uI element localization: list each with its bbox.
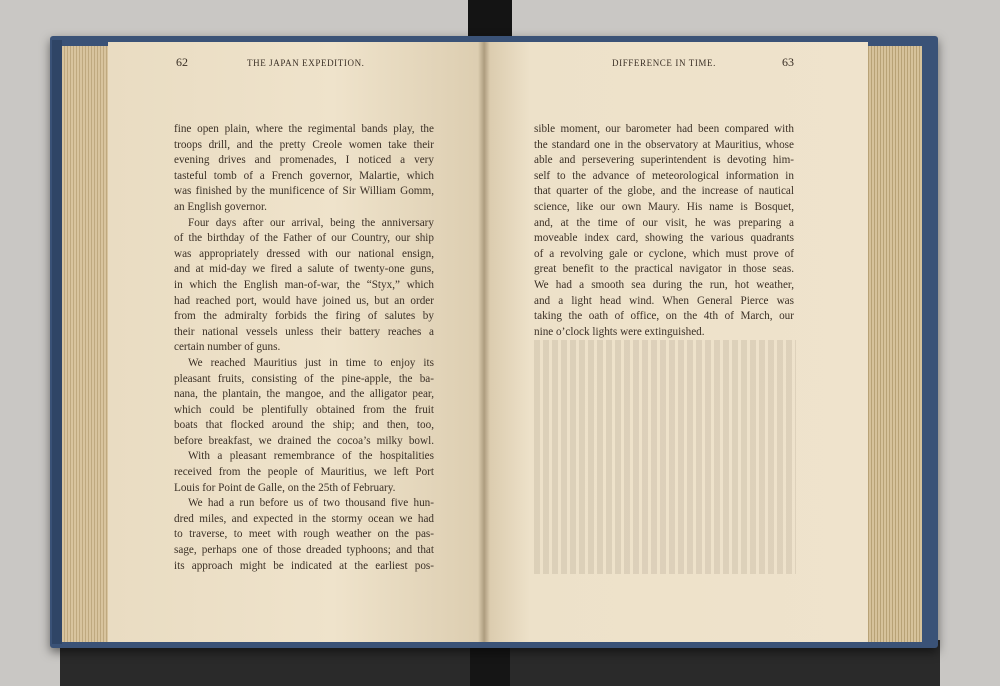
show-through-text [534, 340, 796, 574]
text-line: troops drill, and the pretty Creole women take their [174, 138, 434, 151]
text-line: the standard one in the observatory at Mauritius, whose [534, 138, 794, 151]
page-edges-right [866, 46, 922, 642]
text-line: We reached Mauritius just in time to enjoy its [188, 356, 434, 369]
right-page-number: 63 [782, 55, 794, 69]
text-line: and at mid-day we fired a salute of twenty-one guns, [174, 263, 434, 276]
text-line: science, like our own Maury. His name is Bosquet, [534, 200, 794, 213]
text-line: before breakfast, we drained the cocoa’s milky bowl. [174, 434, 434, 447]
text-line: moveable index card, showing the various quadrants [534, 232, 794, 245]
text-line: dred miles, and expected in the stormy ocean we had [174, 512, 434, 525]
page-edges-left [62, 46, 112, 642]
text-line: that quarter of the globe, and the increase of nautical [534, 185, 794, 198]
text-line: their national vessels unless their battery reaches a [174, 325, 434, 338]
text-line: received from the people of Mauritius, we left Port [174, 466, 434, 479]
text-line: fine open plain, where the regimental bands play, the [174, 123, 434, 135]
text-line: certain number of guns. [174, 341, 281, 354]
text-line: self to the advance of meteorological information in [534, 169, 794, 182]
text-line: We had a run before us of two thousand five hun- [188, 497, 434, 510]
right-body-text [534, 122, 794, 340]
text-line: nana, the plantain, the mangoe, and the alligator pear, [174, 388, 434, 401]
text-line: in which the English man-of-war, the “Styx,” which [174, 278, 434, 291]
text-line: and, at the time of our visit, he was preparing a [534, 216, 794, 229]
text-line: pleasant fruits, consisting of the pine-apple, the ba- [174, 372, 434, 385]
text-line: With a pleasant remembrance of the hospitalities [188, 450, 434, 463]
text-line: from the admiralty forbids the firing of salutes by [174, 310, 434, 323]
text-line: which could be plentifully obtained from the fruit [174, 403, 434, 416]
text-line: evening drives and promenades, I noticed a very [174, 154, 434, 167]
text-line: We had a smooth sea during the run, hot weather, [534, 278, 794, 291]
right-running-head: DIFFERENCE IN TIME. [612, 58, 716, 68]
left-body-text [174, 122, 434, 574]
text-line: and a light head wind. When General Pierce was [534, 294, 794, 307]
text-line: tasteful tomb of a French governor, Malartie, which [174, 169, 434, 182]
text-line: great benefit to the practical navigator in those seas. [534, 263, 794, 276]
text-line: sible moment, our barometer had been compared with [534, 123, 794, 135]
text-line: was appropriately dressed with our national ensign, [174, 247, 434, 260]
text-line: Four days after our arrival, being the anniversary [188, 216, 434, 229]
left-page-number: 62 [176, 55, 188, 69]
text-line: its approach might be indicated at the earliest pos- [174, 559, 434, 572]
text-line: able and persevering superintendent is devoting him- [534, 154, 794, 167]
book-support-clip [468, 0, 512, 40]
text-line: taking the oath of office, on the 4th of March, our [534, 310, 794, 323]
book-cover-edge [52, 40, 62, 644]
text-line: had reached port, would have joined us, but an order [174, 294, 434, 307]
text-line: was finished by the munificence of Sir William Gomm, [174, 185, 434, 198]
text-line: Louis for Point de Galle, on the 25th of February. [174, 481, 396, 494]
text-line: of the birthday of the Father of our Country, our ship [174, 232, 434, 245]
text-line: sage, perhaps one of those dreaded typhoons; and that [174, 544, 434, 557]
book-gutter [478, 42, 490, 642]
text-line: nine o’clock lights were extinguished. [534, 325, 705, 338]
text-line: to traverse, to meet with rough weather on the pas- [174, 528, 434, 541]
text-line: an English governor. [174, 200, 267, 213]
text-line: of a revolving gale or cyclone, which must prove of [534, 247, 794, 260]
left-running-head: THE JAPAN EXPEDITION. [247, 58, 365, 68]
text-line: boats that flocked around the ship; and then, too, [174, 419, 434, 432]
